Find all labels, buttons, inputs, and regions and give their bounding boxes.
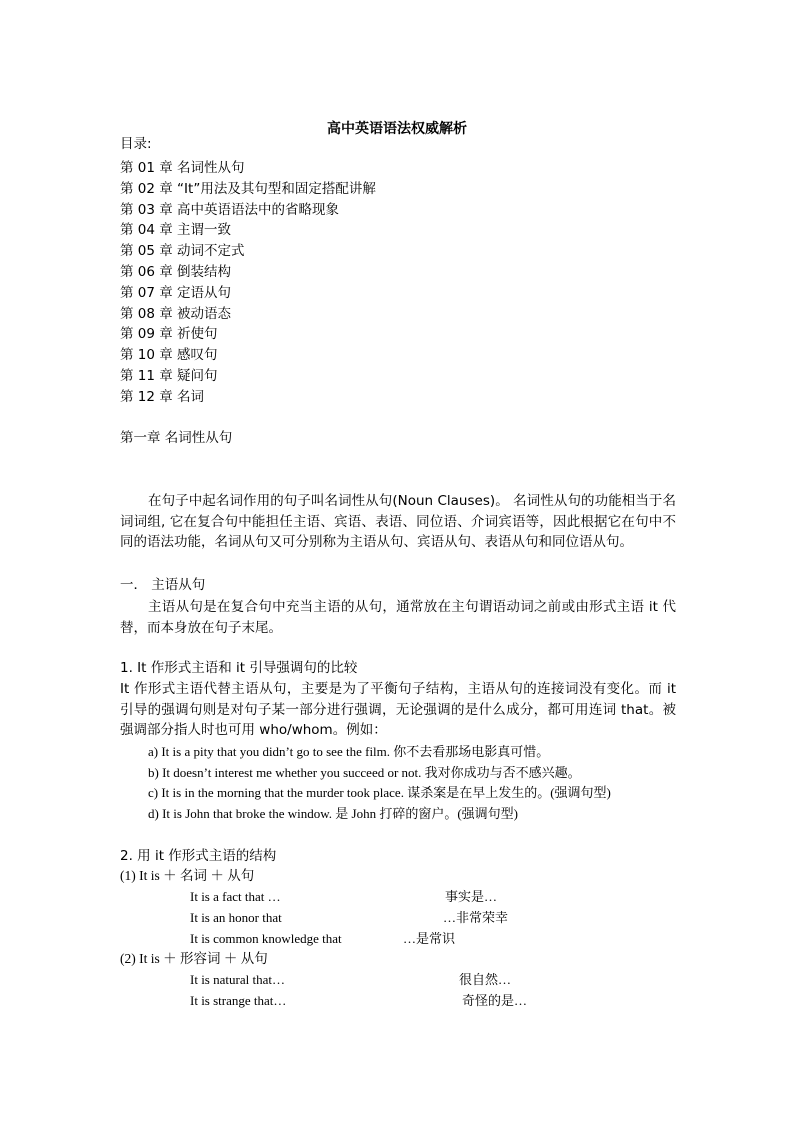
toc-item: 第 06 章 倒装结构 xyxy=(120,264,232,280)
pattern-example-en: It is an honor that xyxy=(190,910,282,925)
section-paragraph: 主语从句是在复合句中充当主语的从句，通常放在主句谓语动词之前或由形式主语 it 代替，而本身放在句子末尾。 xyxy=(120,599,676,636)
example-sentence: c) It is in the morning that the murder took place. 谋杀案是在早上发生的。(强调句型) xyxy=(148,785,611,800)
toc-item: 第 02 章 “It”用法及其句型和固定搭配讲解 xyxy=(120,181,376,197)
toc-item: 第 12 章 名词 xyxy=(120,389,205,405)
pattern-label: (2) It is ＋ 形容词 ＋ 从句 xyxy=(120,951,268,966)
section-heading: 一． 主语从句 xyxy=(120,577,206,593)
toc-heading: 目录: xyxy=(120,136,152,152)
toc-item: 第 03 章 高中英语语法中的省略现象 xyxy=(120,202,340,218)
example-sentence: b) It doesn’t interest me whether you succeed or not. 我对你成功与否不感兴趣。 xyxy=(148,765,581,780)
toc-item: 第 04 章 主谓一致 xyxy=(120,222,232,238)
subsection-heading: 1. It 作形式主语和 it 引导强调句的比较 xyxy=(120,660,358,676)
pattern-example-en: It is strange that… xyxy=(190,993,287,1008)
pattern-example-zh: 事实是… xyxy=(445,889,498,904)
subsection-heading: 2. 用 it 作形式主语的结构 xyxy=(120,848,277,864)
pattern-example-zh: …是常识 xyxy=(403,931,456,946)
pattern-label: (1) It is ＋ 名词 ＋ 从句 xyxy=(120,868,255,883)
toc-item: 第 09 章 祈使句 xyxy=(120,326,218,342)
toc-item: 第 11 章 疑问句 xyxy=(120,368,218,384)
pattern-example-zh: 很自然… xyxy=(459,972,512,987)
chapter-title: 第一章 名词性从句 xyxy=(120,430,233,446)
toc-item: 第 05 章 动词不定式 xyxy=(120,243,245,259)
document-title: 高中英语语法权威解析 xyxy=(327,121,467,137)
intro-paragraph: 在句子中起名词作用的句子叫名词性从句(Noun Clauses)。 名词性从句的功能相当于名词词组, 它在复合句中能担任主语、宾语、表语、同位语、介词宾语等，因此根据它在句中不同的语法功能，名词从句又可分别称为主语从句、宾语从句、表语从句和同位语从句。 xyxy=(120,493,676,550)
pattern-example-zh: …非常荣幸 xyxy=(443,910,509,925)
subsection-paragraph: It 作形式主语代替主语从句，主要是为了平衡句子结构，主语从句的连接词没有变化。而 it 引导的强调句则是对句子某一部分进行强调，无论强调的是什么成分，都可用连词 that。被强调部分指人时也可用 who/whom。例如： xyxy=(120,681,676,738)
toc-item: 第 01 章 名词性从句 xyxy=(120,160,245,176)
pattern-example-en: It is a fact that … xyxy=(190,889,281,904)
pattern-example-en: It is natural that… xyxy=(190,972,285,987)
toc-item: 第 08 章 被动语态 xyxy=(120,306,232,322)
pattern-example-en: It is common knowledge that xyxy=(190,931,342,946)
example-sentence: a) It is a pity that you didn’t go to see the film. 你不去看那场电影真可惜。 xyxy=(148,744,550,759)
toc-item: 第 10 章 感叹句 xyxy=(120,347,218,363)
example-sentence: d) It is John that broke the window. 是 John 打碎的窗户。(强调句型) xyxy=(148,806,518,821)
toc-item: 第 07 章 定语从句 xyxy=(120,285,232,301)
pattern-example-zh: 奇怪的是… xyxy=(462,993,528,1008)
